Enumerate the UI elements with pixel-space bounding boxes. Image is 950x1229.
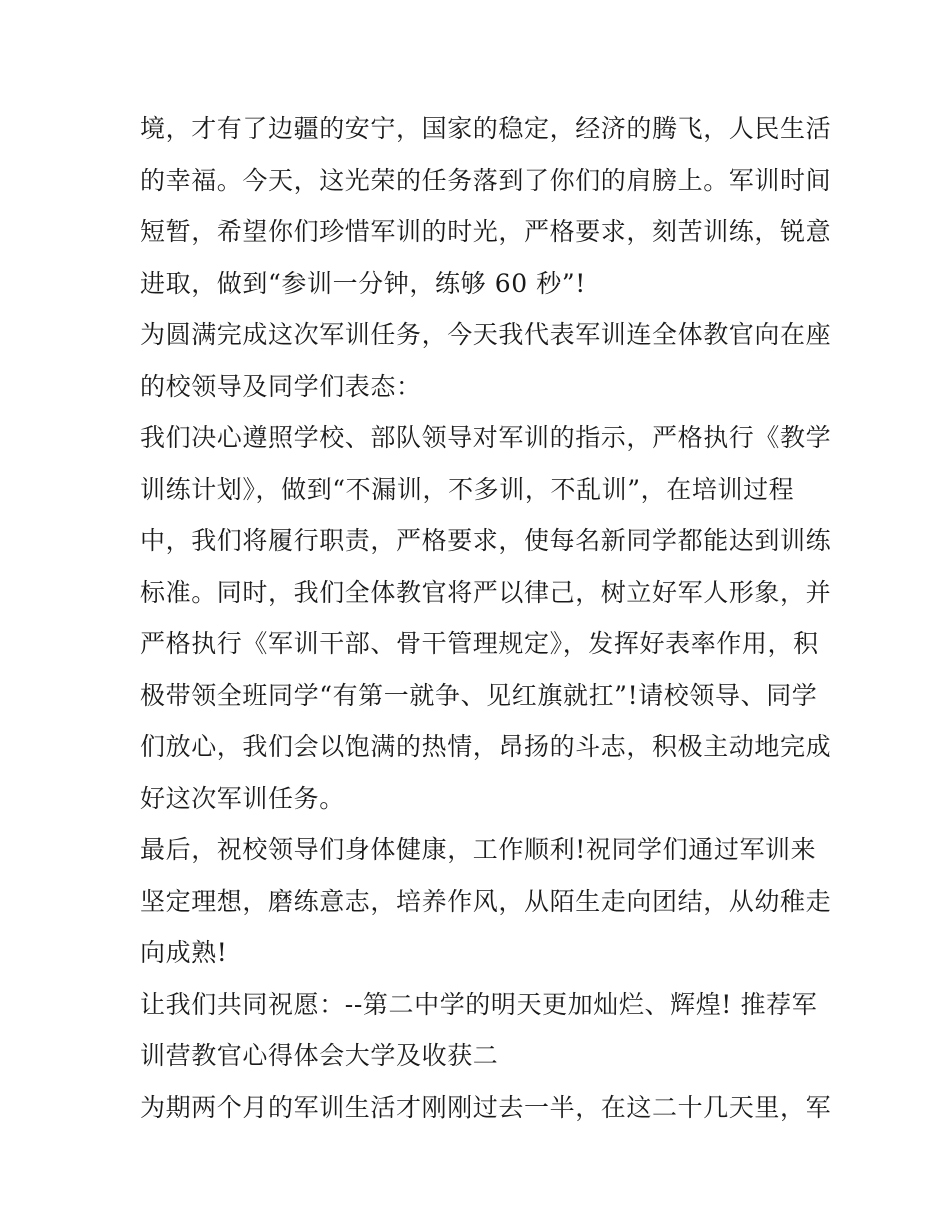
text-line: 进取，做到“参训一分钟，练够 60 秒”! — [140, 268, 586, 298]
text-line: 训练计划》，做到“不漏训，不多训，不乱训”，在培训过程 — [140, 474, 795, 504]
text-line: 的幸福。今天，这光荣的任务落到了你们的肩膀上。军训时间 — [140, 165, 832, 195]
text-line: 中，我们将履行职责，严格要求，使每名新同学都能达到训练 — [140, 526, 832, 555]
text-line: 我们决心遵照学校、部队领导对军训的指示，严格执行《教学 — [140, 423, 832, 452]
document-body — [140, 103, 830, 1133]
text-line: 境，才有了边疆的安宁，国家的稳定，经济的腾飞，人民生活 — [140, 114, 832, 143]
text-line: 为期两个月的军训生活才刚刚过去一半，在这二十几天里，军 — [140, 1092, 832, 1122]
text-line: 最后，祝校领导们身体健康，工作顺利!祝同学们通过军训来 — [140, 835, 817, 864]
text-line: 训营教官心得体会大学及收获二 — [140, 1041, 499, 1070]
text-line: 坚定理想，磨练意志，培养作风，从陌生走向团结，从幼稚走 — [140, 886, 832, 916]
text-line: 极带领全班同学“有第一就争、见红旗就扛”!请校领导、同学 — [140, 680, 818, 710]
text-line: 为圆满完成这次军训任务，今天我代表军训连全体教官向在座 — [140, 320, 832, 349]
text-line: 标准。同时，我们全体教官将严以律己，树立好军人形象，并 — [140, 577, 832, 607]
text-line: 的校领导及同学们表态： — [140, 371, 422, 401]
text-line: 让我们共同祝愿：--第二中学的明天更加灿烂、辉煌! 推荐军 — [140, 989, 818, 1019]
text-line: 短暂，希望你们珍惜军训的时光，严格要求，刻苦训练，锐意 — [140, 217, 832, 246]
text-line: 向成熟! — [140, 938, 228, 967]
text-line: 好这次军训任务。 — [140, 783, 345, 813]
text-line: 严格执行《军训干部、骨干管理规定》，发挥好表率作用，积 — [140, 629, 819, 658]
text-line: 们放心，我们会以饱满的热情，昂扬的斗志，积极主动地完成 — [140, 732, 832, 761]
